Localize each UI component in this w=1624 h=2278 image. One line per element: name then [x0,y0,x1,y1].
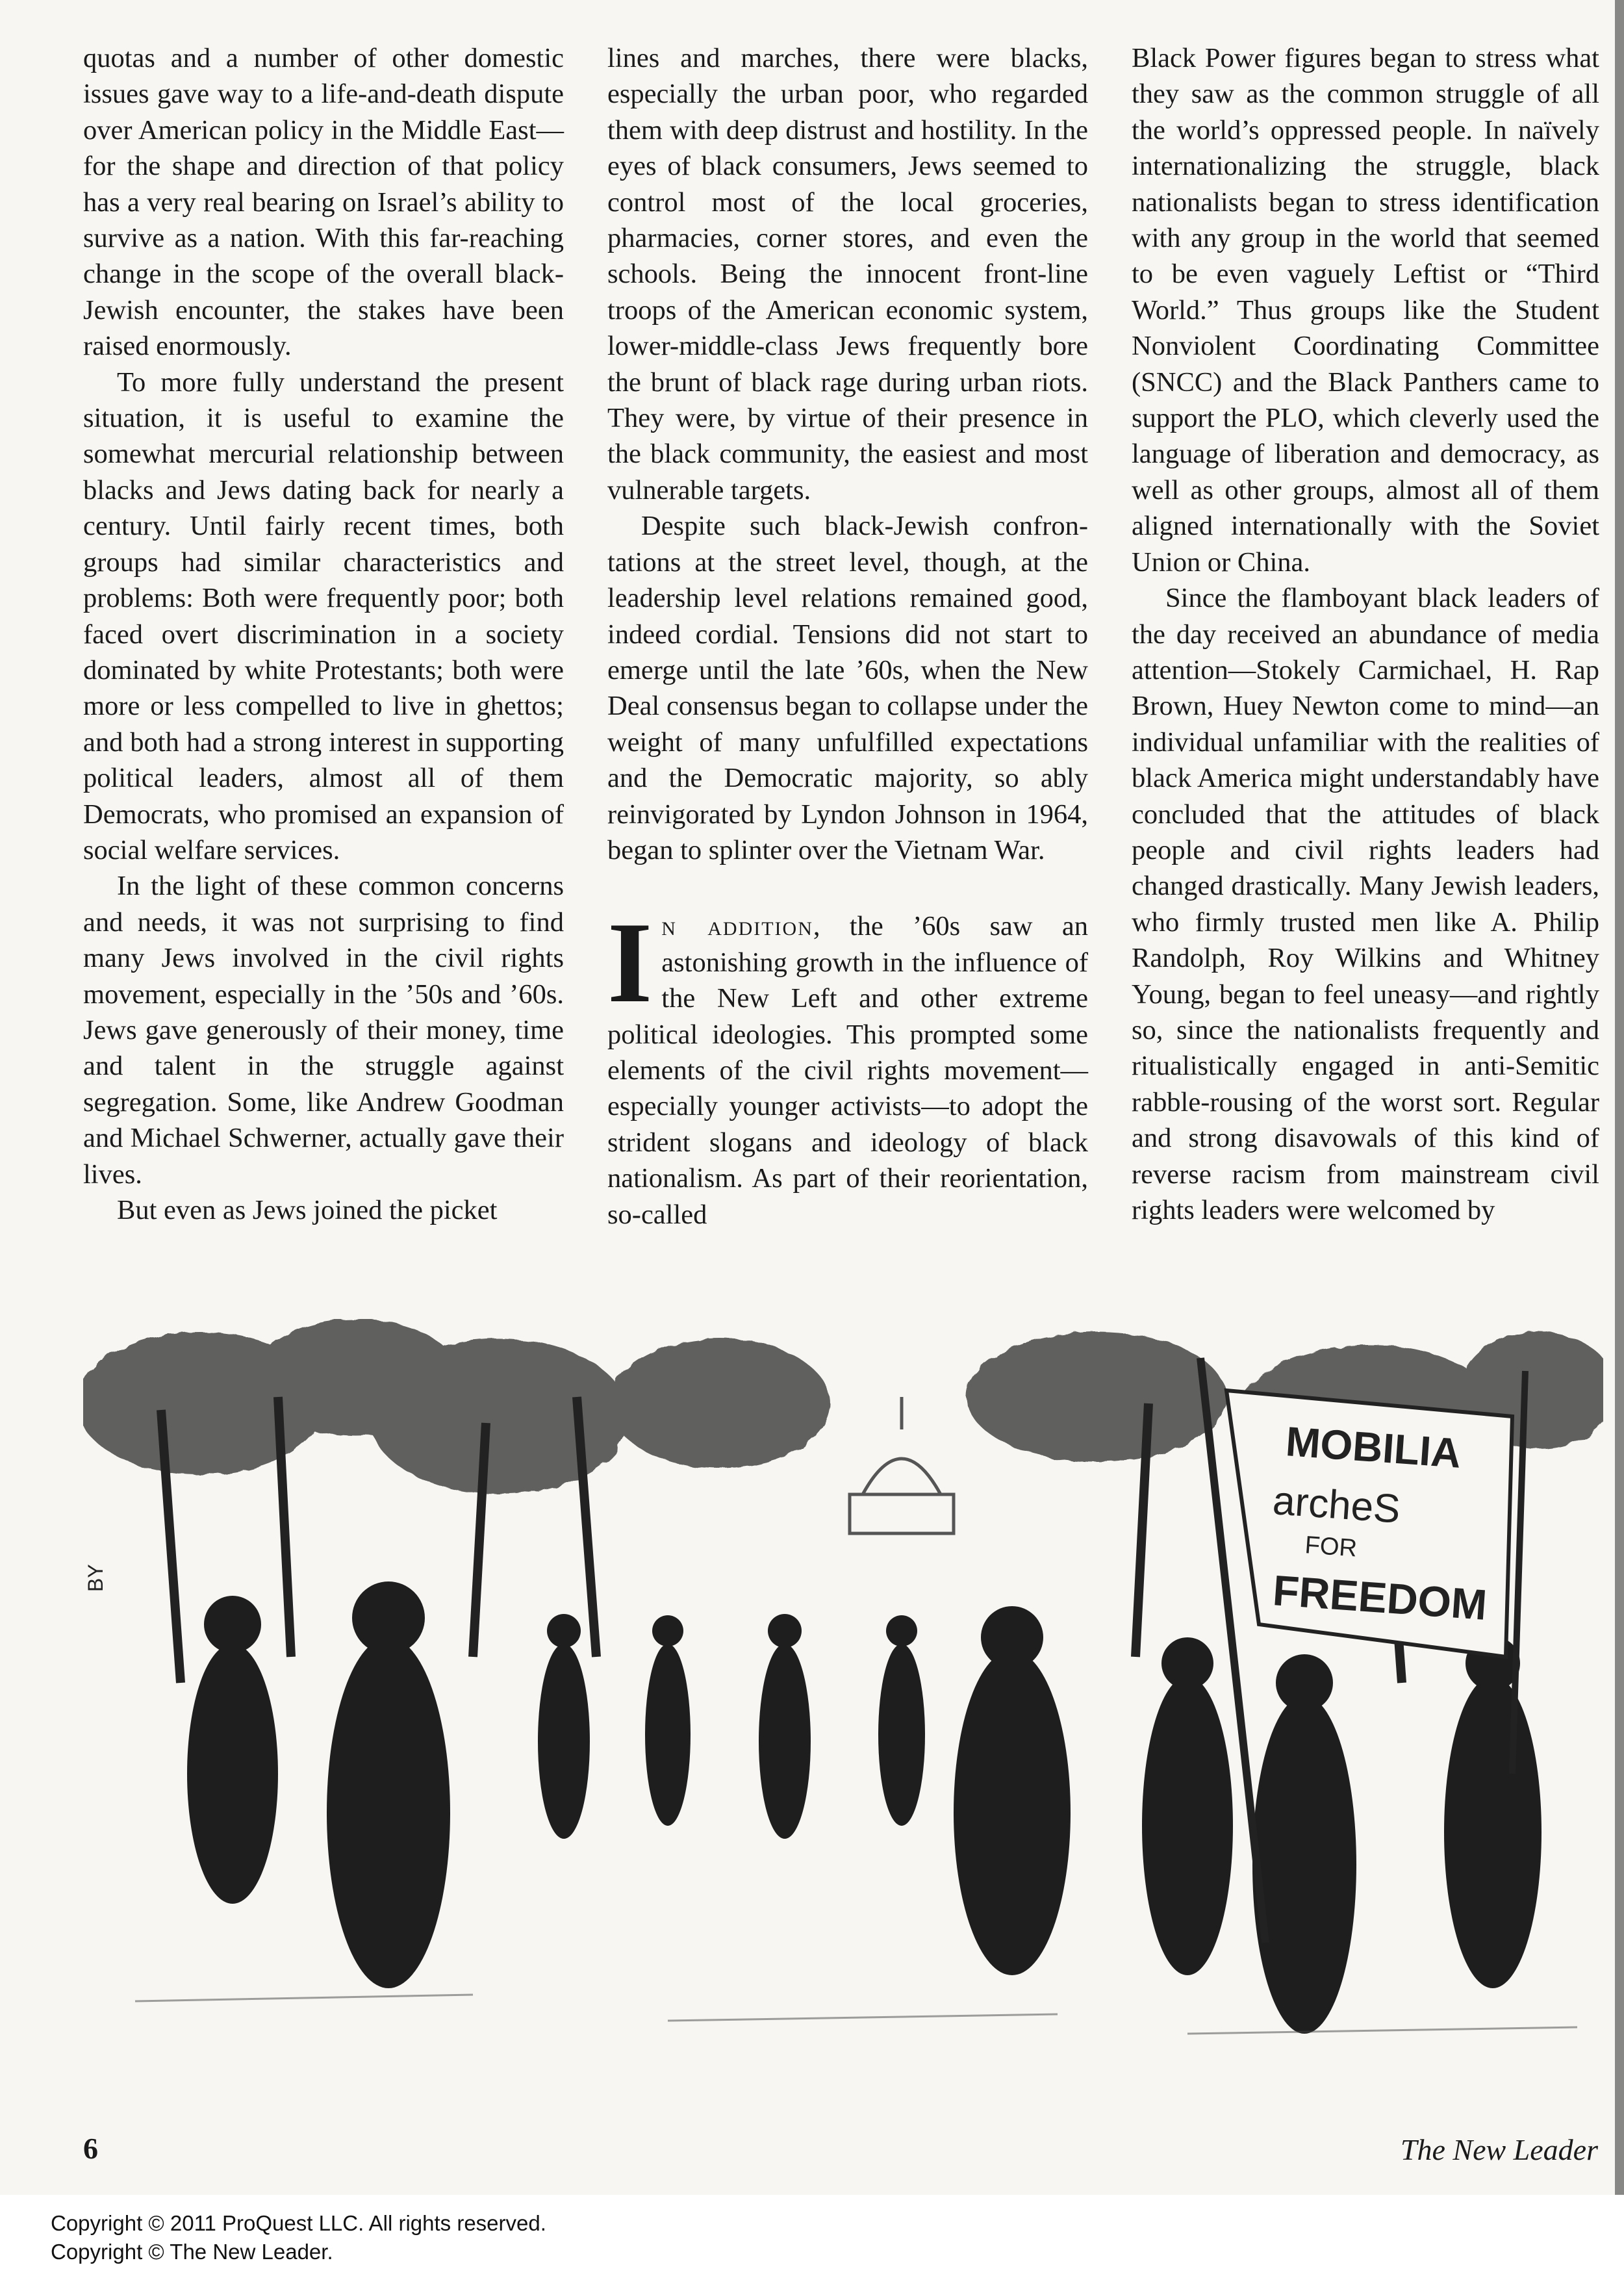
paragraph: Black Power figures began to stress what they saw as the common struggle of all the world’s oppressed people. In naïvely internationalizing the struggle, black nationalists began to stress identification with any group in the world that seemed to be even vaguely Leftist or “Third World.” Thus groups like the Student Nonviolent Coordinating Committee (SNCC) and the Black Panthers came to support the PLO, which cleverly used the language of liberation and democracy, as well as other groups, almost all of them aligned internationally with the Soviet Union or China. [1132,43,1599,578]
column-3 [1132,40,1599,1228]
paragraph: But even as Jews joined the picket [117,1195,498,1225]
artist-signature: BY [84,1564,107,1592]
copyright-line-1: Copyright © 2011 ProQuest LLC. All rights reserved. [51,2211,546,2235]
drop-cap: I [607,898,653,1027]
section-paragraph [607,898,1088,1233]
section-text: , the ’60s saw an astonishing growth in the influence of the New Left and other extreme political ideologies. This prompted some elements of the civil rights movement—especially younger activists—to adopt the strident slogans and ideology of black nationalism. As part of their reorientation, so-called [607,911,1088,1230]
march-illustration [83,1319,1603,2112]
capitol-dome [850,1397,954,1533]
paragraph: Since the flamboyant black leaders of the day received an abundance of media attention—Stokely Carmichael, H. Rap Brown, Huey Newton come to mind—an individual unfamiliar with the realities of black America might understandably have concluded that the attitudes of black people and civil rights leaders had changed drastically. Many Jewish leaders, who firmly trusted men like A. Philip Randolph, Roy Wilkins and Whitney Young, began to feel uneasy—and rightly so, since the nationalists frequently and ritualistically engaged in anti-Semitic rabble-rousing of the worst sort. Regular and strong disavowals of this kind of reverse racism from mainstream civil rights leaders were welcomed by [1132,583,1599,1225]
column-1 [83,40,564,1228]
banner-text-2: archeS [1271,1478,1402,1532]
paragraph: Despite such black-Jewish confrontations at the street level, though, at the leadership level relations remained good, indeed cordial. Tensions did not start to emerge until the late ’60s, when the New Deal consensus began to collapse under the weight of many unfulfilled expectations and the Democratic majority, so ably reinvigorated by Lyndon Johnson in 1964, began to splinter over the Vietnam War. [607,511,1088,865]
ground-wash [135,1995,1577,2034]
paragraph: quotas and a number of other domestic issues gave way to a life-and-death dispute over American policy in the Middle East—for the shape and direction of that policy has a very real bearing on Israel’s ability to survive as a nation. With this far-reaching change in the scope of the overall black-Jewish encounter, the stakes have been raised enormously. [83,43,564,362]
banner-text-4: FREEDOM [1271,1566,1489,1629]
scan-edge [1615,0,1624,2195]
paragraph: In the light of these common concerns and needs, it was not surprising to find many Jews involved in the civil rights movement, especially in the ’50s and ’60s. Jews gave generously of their money, time and talent in the struggle against segregation. Some, like Andrew Goodman and Michael Schwerner, actually gave their lives. [83,871,564,1190]
lead-in: n addition [661,911,813,942]
magazine-title: The New Leader [1400,2133,1598,2166]
crowd [187,1581,1542,2034]
banner-text-1: MOBILIA [1284,1418,1463,1477]
copyright-footer [0,2195,1624,2278]
column-2 [607,40,1088,1233]
copyright-line-2: Copyright © The New Leader. [51,2240,333,2264]
paragraph: lines and marches, there were blacks, especially the urban poor, who regarded them with deep distrust and hostility. In the eyes of black consumers, Jews seemed to control most of the local groceries, pharmacies, corner stores, and even the schools. Being the innocent front-line troops of the American economic system, lower-middle-class Jews frequently bore the brunt of black rage during urban riots. They were, by virtue of their presence in the black community, the easiest and most vulnerable targets. [607,43,1088,506]
paragraph: To more fully understand the present situation, it is useful to examine the somewhat mercurial relationship between blacks and Jews dating back for nearly a century. Until fairly recent times, both groups had similar characteristics and problems: Both were frequently poor; both faced overt discrimination in a society dominated by white Protestants; both were more or less compelled to live in ghettos; and both had a strong interest in supporting political leaders, almost all of them Democrats, who promised an expansion of social welfare services. [83,366,564,865]
banner-text-3: FOR [1304,1531,1358,1563]
page-number: 6 [83,2132,98,2165]
